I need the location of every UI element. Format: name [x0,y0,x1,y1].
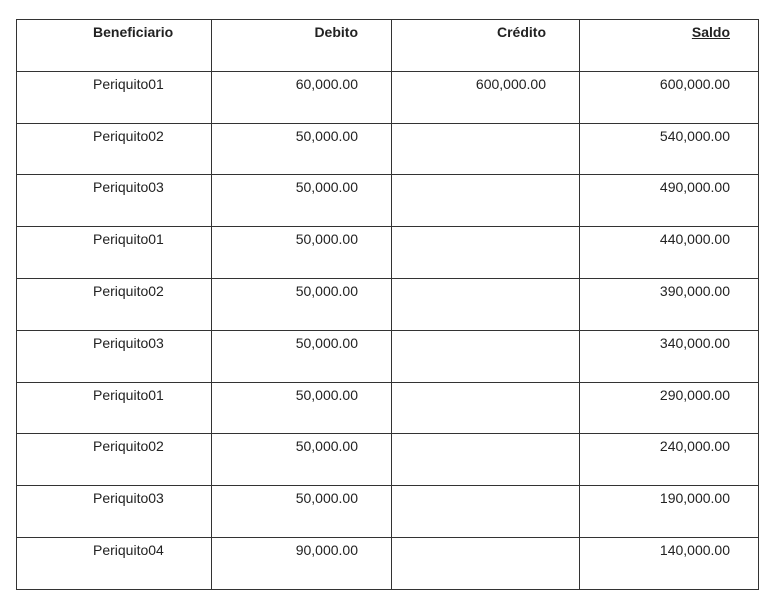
cell-saldo: 190,000.00 [580,486,759,538]
cell-saldo: 340,000.00 [580,330,759,382]
header-credito: Crédito [392,20,580,72]
cell-saldo: 390,000.00 [580,278,759,330]
cell-beneficiario: Periquito03 [17,330,212,382]
table-row [17,123,759,175]
table-row [17,330,759,382]
cell-credito [392,175,580,227]
cell-beneficiario: Periquito01 [17,71,212,123]
table-row [17,278,759,330]
header-beneficiario: Beneficiario [17,20,212,72]
cell-beneficiario: Periquito01 [17,227,212,279]
cell-credito [392,330,580,382]
cell-credito [392,434,580,486]
cell-credito [392,382,580,434]
cell-credito [392,486,580,538]
cell-beneficiario: Periquito02 [17,278,212,330]
cell-credito [392,278,580,330]
cell-debito: 50,000.00 [212,123,392,175]
cell-debito: 60,000.00 [212,71,392,123]
cell-saldo: 140,000.00 [580,537,759,589]
cell-debito: 50,000.00 [212,486,392,538]
table-row [17,434,759,486]
cell-saldo: 290,000.00 [580,382,759,434]
cell-saldo: 240,000.00 [580,434,759,486]
cell-saldo: 490,000.00 [580,175,759,227]
table-row [17,175,759,227]
cell-credito [392,227,580,279]
cell-debito: 50,000.00 [212,382,392,434]
table-row [17,486,759,538]
cell-beneficiario: Periquito02 [17,434,212,486]
cell-debito: 50,000.00 [212,330,392,382]
header-saldo: Saldo [691,24,730,40]
cell-beneficiario: Periquito02 [17,123,212,175]
cell-beneficiario: Periquito04 [17,537,212,589]
cell-debito: 50,000.00 [212,278,392,330]
cell-credito [392,123,580,175]
cell-beneficiario: Periquito03 [17,486,212,538]
cell-beneficiario: Periquito01 [17,382,212,434]
header-debito: Debito [212,20,392,72]
cell-beneficiario: Periquito03 [17,175,212,227]
table-row [17,227,759,279]
table-row [17,382,759,434]
cell-debito: 50,000.00 [212,227,392,279]
cell-saldo: 540,000.00 [580,123,759,175]
cell-debito: 50,000.00 [212,434,392,486]
cell-credito: 600,000.00 [392,71,580,123]
table-row [17,71,759,123]
cell-debito: 90,000.00 [212,537,392,589]
cell-saldo: 600,000.00 [580,71,759,123]
cell-credito [392,537,580,589]
cell-debito: 50,000.00 [212,175,392,227]
table-row [17,537,759,589]
header-row [17,20,759,72]
ledger-table [16,19,759,590]
cell-saldo: 440,000.00 [580,227,759,279]
